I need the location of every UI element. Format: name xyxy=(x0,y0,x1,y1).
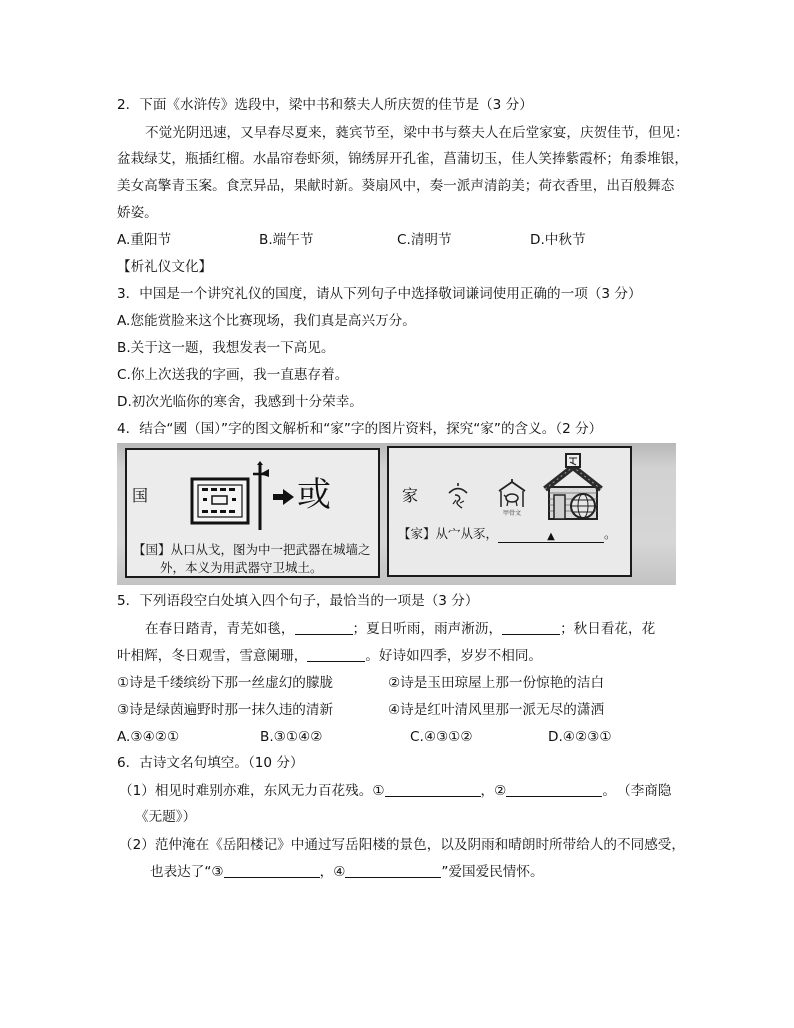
blank-number: ④ xyxy=(333,864,346,880)
jia-explanation-card xyxy=(387,446,632,577)
q5-option-d: D.④②③① xyxy=(548,729,612,745)
guo-pictograph xyxy=(187,460,299,535)
q4-stem: 4．结合“國（国）”字的图文解析和“家”字的图片资料，探究“家”的含义。（2 分） xyxy=(117,421,603,437)
q5-option-a: A.③④②① xyxy=(117,729,180,745)
blank-number: ② xyxy=(494,783,507,799)
q2-option-b: B.端午节 xyxy=(259,232,314,248)
blank-number: ① xyxy=(372,783,385,799)
q3-option-c: C.你上次送我的字画，我一直惠存着。 xyxy=(117,367,349,383)
q6-poem-text: 相见时难别亦难，东风无力百花残。 xyxy=(154,783,373,799)
q5-option-b: B.③①④② xyxy=(260,729,323,745)
q6-item-text: ”爱国爱民情怀。 xyxy=(441,864,544,880)
q5-passage-line xyxy=(117,646,542,666)
q5-sentence-1: ①诗是千缕缤纷下那一丝虚幻的朦胧 xyxy=(117,675,334,691)
jia-bronze-glyph-icon xyxy=(497,479,527,509)
guo-explanation-card xyxy=(125,448,380,578)
answer-blank xyxy=(498,528,604,543)
q6-separator: ， xyxy=(480,783,495,799)
city-wall-drawing xyxy=(192,479,248,523)
q2-option-a: A.重阳节 xyxy=(117,232,172,248)
q5-passage-line xyxy=(145,619,655,639)
fill-blank xyxy=(224,863,320,878)
q6-source-continued: 《无题》） xyxy=(135,809,197,825)
fill-blank xyxy=(506,782,602,797)
character-figure-photo xyxy=(117,443,676,585)
q2-passage-line: 娇姿。 xyxy=(117,205,158,221)
glyph-label: 甲骨文 xyxy=(503,510,522,517)
q6-item-label: （1） xyxy=(119,783,155,799)
q6-item-text: 范仲淹在《岳阳楼记》中通过写岳阳楼的景色，以及阴雨和晴朗时所带给人的不同感受， xyxy=(154,837,685,853)
answer-marker: ▲ xyxy=(547,531,555,542)
q3-stem: 3．中国是一个讲究礼仪的国度，请从下列句子中选择敬词谦词使用正确的一项（3 分） xyxy=(117,286,642,302)
q5-sentence-3: ③诗是绿茵遍野时那一抹久违的清新 xyxy=(117,702,334,718)
fill-blank xyxy=(385,782,481,797)
q5-option-c: C.④③①② xyxy=(410,729,473,745)
q6-separator: ， xyxy=(319,864,334,880)
q6-item-2-continued xyxy=(150,862,544,882)
jia-caption-text: 【家】从宀从豕， xyxy=(398,526,499,541)
q2-passage-line: 不觉光阴迅速，又早春尽夏来，蕤宾节至，梁中书与蔡夫人在后堂家宴，庆贺佳节，但见： xyxy=(145,125,689,141)
q6-source: （李商隐 xyxy=(623,783,672,799)
jia-oracle-glyph-icon xyxy=(446,482,470,510)
section-heading: 【析礼仪文化】 xyxy=(117,259,213,275)
q6-end-mark: 。 xyxy=(602,783,616,799)
q5-sentence-4: ④诗是红叶清风里那一派无尽的潇洒 xyxy=(388,702,605,718)
house-illustration xyxy=(541,453,605,521)
jia-caption-end: 。 xyxy=(604,526,617,541)
jia-caption xyxy=(398,526,617,543)
fill-blank xyxy=(502,620,560,635)
q5-text-segment: ；夏日听雨，雨声淅沥， xyxy=(352,621,503,637)
q6-item-label: （2） xyxy=(119,837,155,853)
jia-character: 家 xyxy=(402,486,419,505)
huo-character: 或 xyxy=(297,475,331,515)
guo-character: 国 xyxy=(132,486,149,505)
q5-sentence-2: ②诗是玉田琼屋上那一份惊艳的洁白 xyxy=(388,675,605,691)
q5-text-segment: 叶相辉，冬日观雪，雪意阑珊， xyxy=(117,648,308,664)
fill-blank xyxy=(307,647,365,662)
q2-passage-line: 盆栽绿艾，瓶插红榴。水晶帘卷虾须，锦绣屏开孔雀，菖蒲切玉，佳人笑捧紫霞杯；角黍堆银， xyxy=(117,151,688,167)
guo-caption-line: 【国】从口从戈，图为中一把武器在城墙之 xyxy=(133,542,371,557)
q5-text-segment: ；秋日看花，花 xyxy=(560,621,656,637)
fill-blank xyxy=(295,620,353,635)
weapon-drawing xyxy=(253,461,269,530)
q3-option-d: D.初次光临你的寒舍，我感到十分荣幸。 xyxy=(117,394,363,410)
q2-option-d: D.中秋节 xyxy=(530,232,586,248)
q5-stem: 5．下列语段空白处填入四个句子，最恰当的一项是（3 分） xyxy=(117,593,479,609)
guo-caption-line: 外，本义为用武器守卫城土。 xyxy=(160,560,323,575)
q5-text-segment: 在春日踏青，青芜如毯， xyxy=(145,621,295,637)
q3-option-a: A.您能赏脸来这个比赛现场，我们真是高兴万分。 xyxy=(117,313,416,329)
q3-option-b: B.关于这一题，我想发表一下高见。 xyxy=(117,340,335,356)
q6-item-1 xyxy=(119,781,671,801)
q2-stem: 2．下面《水浒传》选段中，梁中书和蔡夫人所庆贺的佳节是（3 分） xyxy=(117,97,533,113)
fill-blank xyxy=(345,863,441,878)
arrow-right-icon xyxy=(273,489,294,505)
q6-item-text: 也表达了“ xyxy=(150,864,212,880)
q6-stem: 6．古诗文名句填空。（10 分） xyxy=(117,755,304,771)
q5-text-segment: 。好诗如四季，岁岁不相同。 xyxy=(365,648,543,664)
q6-item-2 xyxy=(119,835,685,855)
q2-passage-line: 美女高擎青玉案。食烹异品，果献时新。葵扇风中，奏一派声清韵美；荷衣香里，出百般舞态 xyxy=(117,178,675,194)
q2-option-c: C.清明节 xyxy=(397,232,452,248)
blank-number: ③ xyxy=(211,864,224,880)
